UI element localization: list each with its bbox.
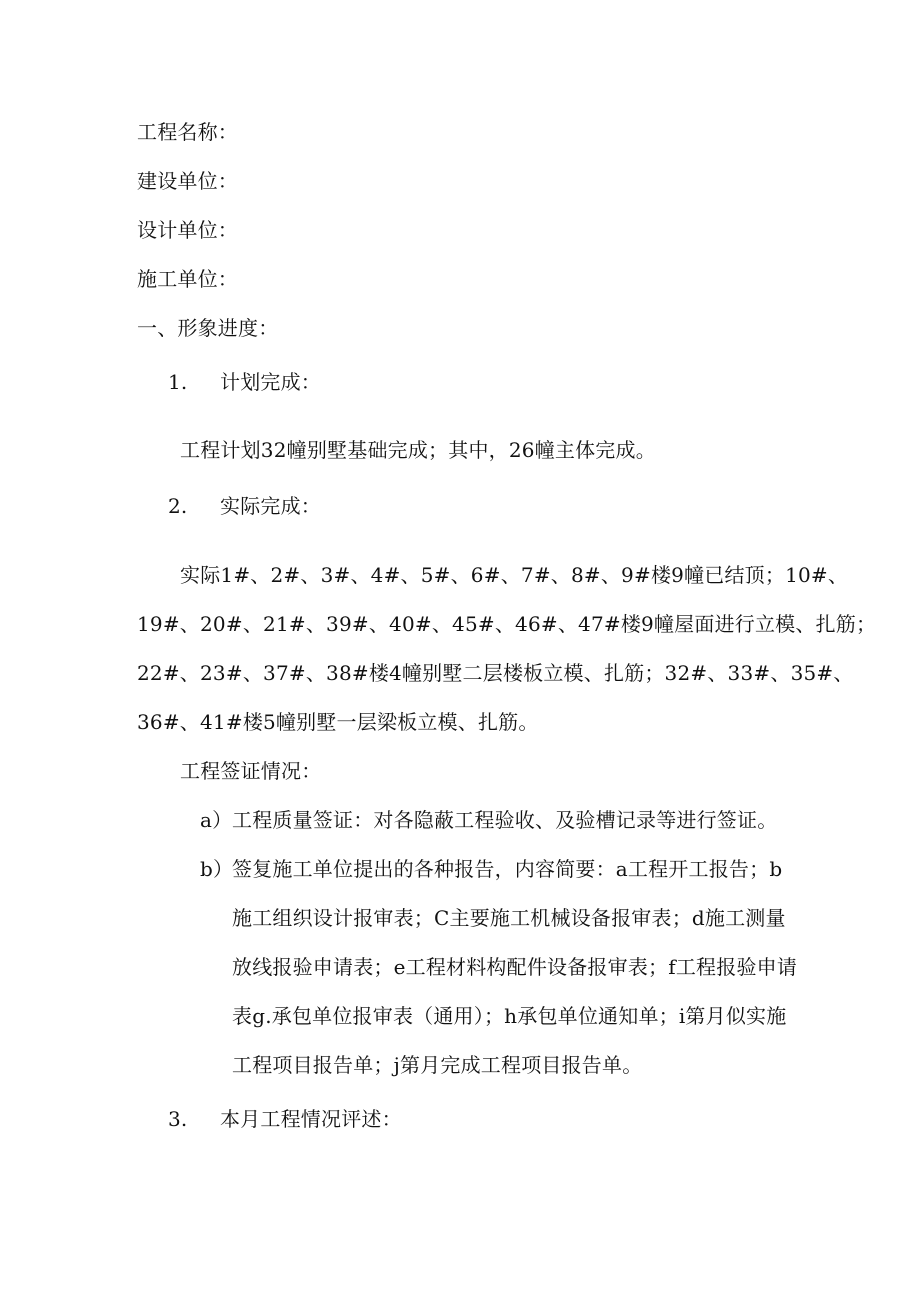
planned-number: 1.	[168, 370, 188, 394]
review-heading	[168, 1105, 402, 1133]
visa-item-b-line-2: 施工组织设计报审表；C主要施工机械设备报审表；d施工测量	[232, 906, 786, 930]
review-label: 本月工程情况评述：	[220, 1107, 402, 1131]
visa-title: 工程签证情况：	[180, 759, 322, 783]
actual-line-4: 36#、41#楼5幢别墅一层梁板立模、扎筋。	[137, 710, 539, 734]
visa-item-a-tag: a）	[200, 808, 233, 832]
visa-item-a-text: 工程质量签证：对各隐蔽工程验收、及验槽记录等进行签证。	[232, 808, 778, 832]
visa-item-b-line-5: 工程项目报告单；j第月完成工程项目报告单。	[232, 1053, 643, 1077]
actual-heading	[168, 492, 321, 520]
visa-item-b	[200, 855, 782, 883]
actual-line-1: 实际1#、2#、3#、4#、5#、6#、7#、8#、9#楼9幢已结顶；10#、	[180, 563, 849, 587]
planned-text: 工程计划32幢别墅基础完成；其中，26幢主体完成。	[180, 438, 656, 462]
actual-line-3: 22#、23#、37#、38#楼4幢别墅二层楼板立模、扎筋；32#、33#、35#、	[137, 661, 854, 685]
visa-item-b-line-4: 表g.承包单位报审表（通用）；h承包单位通知单；i第月似实施	[232, 1004, 787, 1028]
owner-unit-label: 建设单位：	[137, 169, 238, 193]
actual-label: 实际完成：	[220, 494, 321, 518]
visa-item-b-line-1: 签复施工单位提出的各种报告，内容简要：a工程开工报告；b	[232, 857, 783, 881]
review-number: 3.	[168, 1107, 188, 1131]
actual-line-2: 19#、20#、21#、39#、40#、45#、46#、47#楼9幢屋面进行立模、扎筋；	[137, 612, 877, 636]
visa-item-a	[200, 806, 777, 834]
visa-item-b-tag: b）	[200, 857, 234, 881]
planned-heading	[168, 368, 321, 396]
planned-label: 计划完成：	[220, 370, 321, 394]
section-progress-title: 一、形象进度：	[137, 316, 279, 340]
design-unit-label: 设计单位：	[137, 218, 238, 242]
project-name-label: 工程名称：	[137, 120, 238, 144]
visa-item-b-line-3: 放线报验申请表；e工程材料构配件设备报审表；f工程报验申请	[232, 955, 798, 979]
construction-unit-label: 施工单位：	[137, 267, 238, 291]
actual-number: 2.	[168, 494, 188, 518]
